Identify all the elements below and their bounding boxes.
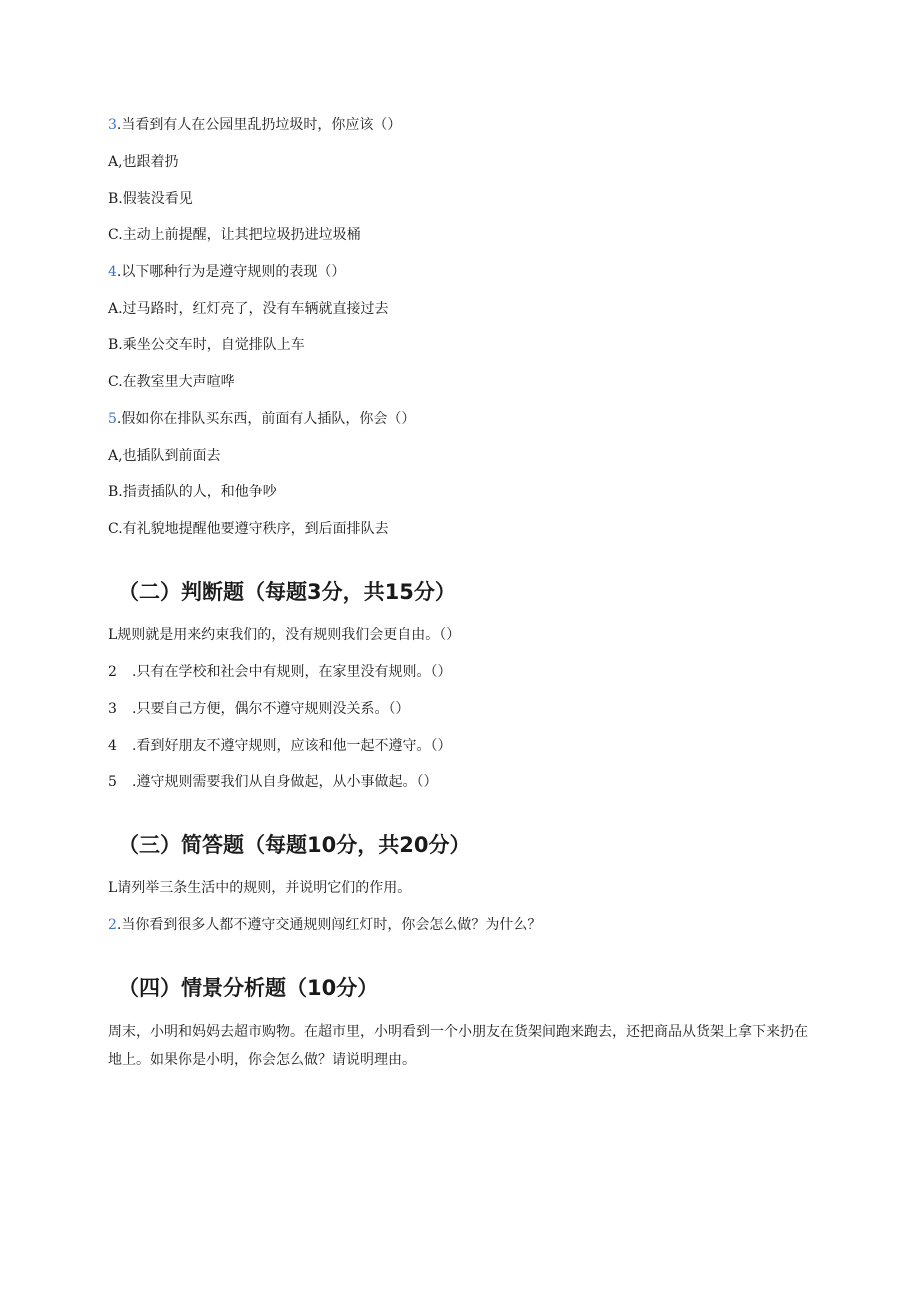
option-a: A,也跟着扔 [108, 154, 179, 170]
question-text: .当看到有人在公园里乱扔垃圾时，你应该（） [116, 117, 402, 133]
option-a: A.过马路时，红灯亮了，没有车辆就直接过去 [108, 301, 389, 317]
question-number: 4 [108, 264, 117, 280]
question-number: 3 [108, 117, 117, 133]
item-text: .只要自己方便，偶尔不遵守规则没关系。（） [132, 701, 410, 717]
section-heading-scenario: （四）情景分析题（10分） [118, 976, 379, 1000]
short-answer-item-2 [108, 916, 541, 934]
question-3 [108, 116, 401, 134]
question-5 [108, 410, 415, 428]
question-text: .假如你在排队买东西，前面有人插队，你会（） [116, 411, 416, 427]
item-text: .看到好朋友不遵守规则，应该和他一起不遵守。（） [132, 738, 452, 754]
option-c: C.在教室里大声喧哗 [108, 374, 235, 390]
question-number: 5 [108, 411, 117, 427]
item-number: 4 [108, 738, 117, 754]
question-4 [108, 263, 345, 281]
item-number: 2 [108, 664, 117, 680]
item-text: .只有在学校和社会中有规则，在家里没有规则。（） [132, 664, 452, 680]
scenario-paragraph: 周末，小明和妈妈去超市购物。在超市里，小明看到一个小朋友在货架间跑来跑去，还把商品从货架上拿下来扔在地上。如果你是小明，你会怎么做？请说明理由。 [108, 1024, 808, 1068]
question-text: .以下哪种行为是遵守规则的表现（） [116, 264, 346, 280]
option-c: C.主动上前提醒，让其把垃圾扔进垃圾桶 [108, 227, 361, 243]
judgment-item-3 [108, 700, 409, 718]
item-number: 2 [108, 917, 117, 933]
section-heading-judgment: （二）判断题（每题3分，共15分） [118, 580, 456, 604]
judgment-item-5 [108, 773, 437, 791]
judgment-item-1: L规则就是用来约束我们的，没有规则我们会更自由。（） [108, 627, 461, 643]
option-b: B.指责插队的人，和他争吵 [108, 484, 277, 500]
option-b: B.假装没看见 [108, 191, 193, 207]
option-b: B.乘坐公交车时，自觉排队上车 [108, 337, 305, 353]
section-heading-short-answer: （三）简答题（每题10分，共20分） [118, 833, 471, 857]
item-number: 5 [108, 774, 117, 790]
short-answer-item-1: L请列举三条生活中的规则，并说明它们的作用。 [108, 880, 412, 896]
option-c: C.有礼貌地提醒他要遵守秩序，到后面排队去 [108, 521, 389, 537]
item-text: .当你看到很多人都不遵守交通规则闯红灯时，你会怎么做？为什么？ [116, 917, 542, 933]
option-a: A,也插队到前面去 [108, 448, 221, 464]
judgment-item-2 [108, 663, 451, 681]
item-number: 3 [108, 701, 117, 717]
item-text: .遵守规则需要我们从自身做起，从小事做起。（） [132, 774, 438, 790]
judgment-item-4 [108, 737, 451, 755]
